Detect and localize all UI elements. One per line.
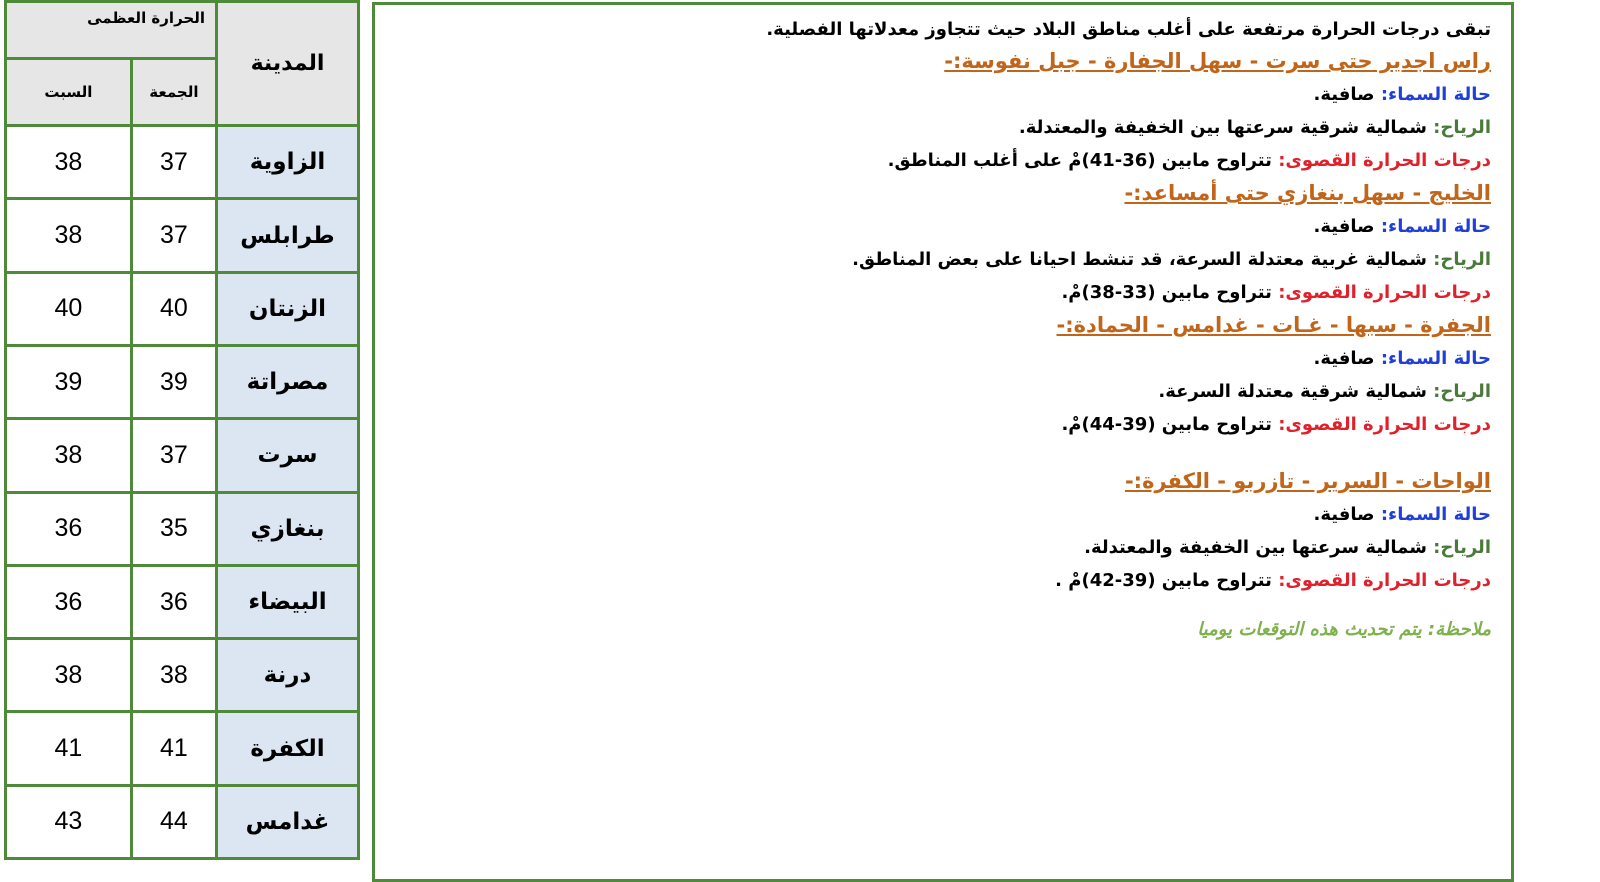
region-title: الواحات - السرير - تازربو - الكفرة:- — [1124, 469, 1491, 493]
winds-label: الرياح: — [1433, 117, 1491, 138]
saturday-temp-cell: 40 — [6, 272, 132, 345]
region-title: الخليج - سهل بنغازي حتى أمساعد:- — [1124, 181, 1491, 205]
sky-value: صافية. — [1313, 504, 1381, 525]
friday-temp-cell: 37 — [131, 199, 216, 272]
city-name-cell: بنغازي — [216, 492, 358, 565]
saturday-temp-cell: 36 — [6, 492, 132, 565]
winds-value: شمالية غربية معتدلة السرعة، قد تنشط احيانا على بعض المناطق. — [852, 249, 1434, 270]
temps-label: درجات الحرارة القصوى: — [1278, 570, 1491, 591]
saturday-temp-cell: 41 — [6, 712, 132, 785]
saturday-temp-cell: 38 — [6, 419, 132, 492]
city-column-header: المدينة — [216, 2, 358, 126]
winds-value: شمالية شرقية سرعتها بين الخفيفة والمعتدلة. — [1018, 117, 1434, 138]
friday-temp-cell: 37 — [131, 419, 216, 492]
temperature-table — [4, 0, 360, 860]
table-row — [6, 565, 359, 638]
city-name-cell: الكفرة — [216, 712, 358, 785]
table-row — [6, 419, 359, 492]
sky-value: صافية. — [1313, 84, 1381, 105]
temps-value: تتراوح مابين (33-38)مْ. — [1061, 282, 1279, 303]
saturday-temp-cell: 38 — [6, 126, 132, 199]
city-name-cell: الزاوية — [216, 126, 358, 199]
sky-line — [375, 210, 1491, 243]
sky-label: حالة السماء: — [1380, 504, 1491, 525]
note-text: يتم تحديث هذه التوقعات يوميا — [1197, 619, 1428, 640]
temps-line — [375, 276, 1491, 309]
winds-line — [375, 375, 1491, 408]
table-row — [6, 639, 359, 712]
saturday-temp-cell: 38 — [6, 199, 132, 272]
winds-value: شمالية سرعتها بين الخفيفة والمعتدلة. — [1084, 537, 1434, 558]
city-name-cell: مصراتة — [216, 346, 358, 419]
saturday-temp-cell: 39 — [6, 346, 132, 419]
friday-temp-cell: 38 — [131, 639, 216, 712]
temps-value: تتراوح مابين (39-44)مْ. — [1061, 414, 1279, 435]
section-spacer — [375, 441, 1491, 465]
winds-label: الرياح: — [1433, 249, 1491, 270]
city-name-cell: درنة — [216, 639, 358, 712]
winds-label: الرياح: — [1433, 537, 1491, 558]
city-name-cell: غدامس — [216, 785, 358, 858]
friday-temp-cell: 36 — [131, 565, 216, 638]
temps-value: تتراوح مابين (39-42)مْ . — [1055, 570, 1279, 591]
table-row — [6, 272, 359, 345]
friday-temp-cell: 44 — [131, 785, 216, 858]
sky-line — [375, 342, 1491, 375]
winds-line — [375, 111, 1491, 144]
saturday-column-header: السبت — [6, 58, 132, 125]
temps-line — [375, 144, 1491, 177]
max-temp-header: الحرارة العظمى — [6, 2, 217, 59]
table-row — [6, 126, 359, 199]
saturday-temp-cell: 36 — [6, 565, 132, 638]
friday-column-header: الجمعة — [131, 58, 216, 125]
table-row — [6, 346, 359, 419]
winds-value: شمالية شرقية معتدلة السرعة. — [1158, 381, 1434, 402]
temps-label: درجات الحرارة القصوى: — [1278, 150, 1491, 171]
note-label: ملاحظة: — [1427, 619, 1491, 640]
sky-value: صافية. — [1313, 348, 1381, 369]
sky-line — [375, 78, 1491, 111]
sky-label: حالة السماء: — [1380, 348, 1491, 369]
saturday-temp-cell: 38 — [6, 639, 132, 712]
friday-temp-cell: 37 — [131, 126, 216, 199]
temps-label: درجات الحرارة القصوى: — [1278, 282, 1491, 303]
temps-line — [375, 564, 1491, 597]
temps-value: تتراوح مابين (36-41)مْ على أغلب المناطق. — [887, 150, 1279, 171]
friday-temp-cell: 40 — [131, 272, 216, 345]
city-name-cell: البيضاء — [216, 565, 358, 638]
forecast-intro: تبقى درجات الحرارة مرتفعة على أغلب مناطق البلاد حيث تتجاوز معدلاتها الفصلية. — [766, 19, 1491, 40]
temperature-rows — [6, 126, 359, 859]
note-line — [375, 619, 1491, 640]
sky-label: حالة السماء: — [1380, 216, 1491, 237]
winds-line — [375, 531, 1491, 564]
friday-temp-cell: 41 — [131, 712, 216, 785]
forecast-panel — [372, 2, 1514, 882]
city-name-cell: طرابلس — [216, 199, 358, 272]
region-title: راس اجدير حتى سرت - سهل الجفارة - جبل نفوسة:- — [944, 49, 1491, 73]
sky-label: حالة السماء: — [1380, 84, 1491, 105]
city-name-cell: الزنتان — [216, 272, 358, 345]
winds-line — [375, 243, 1491, 276]
temps-label: درجات الحرارة القصوى: — [1278, 414, 1491, 435]
table-row — [6, 712, 359, 785]
sky-value: صافية. — [1313, 216, 1381, 237]
table-row — [6, 492, 359, 565]
temps-line — [375, 408, 1491, 441]
table-row — [6, 199, 359, 272]
city-name-cell: سرت — [216, 419, 358, 492]
winds-label: الرياح: — [1433, 381, 1491, 402]
sky-line — [375, 498, 1491, 531]
region-title: الجفرة - سبها - غـات - غدامس - الحمادة:- — [1056, 313, 1491, 337]
saturday-temp-cell: 43 — [6, 785, 132, 858]
friday-temp-cell: 35 — [131, 492, 216, 565]
table-row — [6, 785, 359, 858]
friday-temp-cell: 39 — [131, 346, 216, 419]
